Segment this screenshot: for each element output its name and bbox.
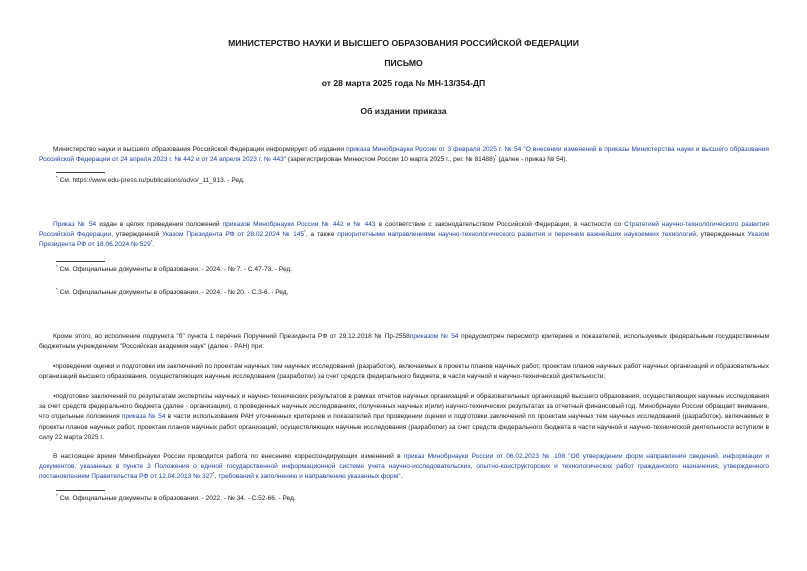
bullet-item (39, 392, 769, 443)
footnote (56, 288, 288, 298)
document-date-number: от 28 марта 2025 года № МН-13/354-ДП (321, 78, 486, 88)
order-108-link[interactable]: приказ Минобрнауки России от 06.02.2023 № 108 "Об утверждении форм направления сведений, информации и документов, указанных в пункте 3 Положения о единой государственной информационной системе учета научно-исследовательских, опытно-конструкторских и технологических работ гражданского назначения, утвержденного постановлением Правительства РФ от 12.04.2013 № 327 (39, 453, 769, 481)
document-subject: Об издании приказа (360, 106, 447, 116)
paragraph-text: проведении оценки и подготовки им заключений по проектам научных тем научных исследований (разработок), включаемых в проекты планов научных работ, проектам планов научных работ научных организаций и образовательных организаций высшего образования, осуществляющих научные исследования (разработки) за счет средств федерального бюджета, в части научной и научно-технической деятельности; (39, 363, 769, 381)
footnote-text: См. Официальные документы в образовании. - 2024. - № 7. - С.47-73. - Ред. (59, 266, 293, 273)
paragraph-text: (далее - приказ № 54). (498, 156, 568, 164)
paragraph-purpose (39, 220, 769, 251)
footnote (56, 265, 292, 275)
footnote-text: См. Официальные документы в образовании. - 2024. - № 20. - С.3-6. - Ред. (59, 289, 289, 296)
footnote-divider (56, 261, 105, 262)
footnote-ref[interactable]: * (150, 239, 153, 245)
paragraph-current-work (39, 452, 769, 483)
paragraph-text: (зарегистрирован Минюстом России 10 марта 2025 г., рег. № 81488) (287, 156, 495, 164)
paragraph-text: В настоящее время Минобрнауки России проводится работа по внесению корреспондирующих изменений в (53, 453, 401, 460)
footnote-ref[interactable]: * (494, 154, 497, 160)
paragraph-text: . (400, 473, 403, 481)
order-54-link[interactable]: Приказ № 54 (53, 221, 97, 228)
footnote-ref[interactable]: * (304, 229, 306, 235)
paragraph-text: в части использования РАН уточненных критериев и показателей при проведении оценки и подготовки заключений по проектам научных тем научных исследований (разработок), включаемых в проекты планов научных работ, проектам планов научных работ организаций, осуществляющих научные исследования (разработки) за счет средств федерального бюджета в части научной и научно-технической деятельности вступили в силу 22 марта 2025 г. (39, 413, 769, 441)
order-108-link-tail[interactable]: , требований к заполнению и направлению указанных форм" (214, 473, 401, 481)
ministry-title: МИНИСТЕРСТВО НАУКИ И ВЫСШЕГО ОБРАЗОВАНИЯ РОССИЙСКОЙ ФЕДЕРАЦИИ (228, 38, 579, 48)
footnote-divider (56, 490, 105, 491)
paragraph-text: предусмотрен пересмотр критериев и показателей, используемых федеральным государственным бюджетным учреждением "Российская академия наук" (далее - РАН) при: (39, 333, 769, 351)
footnote-mark: * (56, 175, 58, 180)
document-type: ПИСЬМО (384, 58, 423, 68)
paragraph-text: издан в целях приведения положений (99, 221, 220, 228)
paragraph-text: в соответствие с законодательством Российской Федерации, в частности со (378, 221, 622, 228)
paragraph-text: подготовке заключений по результатам экспертизы научных и научно-технических результатов в рамках отчетов научных организаций и образовательных организаций высшего образования, осуществляющих научные исследования за счет средств федерального бюджета (далее - организации), о проведенных научных исследованиях, полученных научных и(или) научно-технических результатах за отчетный финансовый год. Минобрнауки России обращает внимание, что отдельные положения (39, 393, 769, 421)
footnote-mark: * (56, 493, 58, 498)
footnote-mark: * (56, 264, 58, 269)
paragraph-text: , утвержденных (695, 231, 745, 239)
bullet-marker: ▪ (53, 393, 56, 400)
paragraph-criteria (39, 332, 769, 352)
paragraph-text: , а также (305, 231, 335, 239)
decree-145-link[interactable]: Указом Президента РФ от 28.02.2024 № 145 (162, 231, 305, 239)
paragraph-text: . (152, 241, 155, 249)
priorities-link[interactable]: приоритетными направлениями научно-технологического развития и перечнем важнейших наукоемких технологий (337, 231, 696, 239)
decree-529-link[interactable]: Указом Президента РФ от 18.06.2024 № 529 (39, 231, 769, 249)
order-54-link[interactable]: приказа Минобрнауки России от 3 февраля 2025 г. № 54 "О внесении изменений в приказы Министерства науки и высшего образования Российской Федерации от 24 апреля 2023 г. № 442 и от 24 апреля 2023 г. № 443" (39, 146, 769, 164)
paragraph-text: Кроме этого, во исполнение подпункта "б" пункта 1 перечня Поручений Президента РФ от 29.12.2018 № Пр-2558 (53, 333, 410, 340)
footnote-ref[interactable]: * (212, 471, 215, 477)
strategy-link[interactable]: Стратегией научно-технологического развития Российской Федерации (39, 221, 769, 239)
footnote-text: См. https://www.edu-press.ru/publications/odvo/_11_913. - Ред. (59, 177, 245, 184)
paragraph-intro (39, 145, 769, 165)
order-54-link[interactable]: приказа № 54 (121, 413, 166, 421)
paragraph-text: Министерство науки и высшего образования Российской Федерации информирует об издании (53, 146, 344, 153)
footnote-divider (56, 172, 105, 173)
footnote-text: См. Официальные документы в образовании. - 2022. - № 34. - С.52-66. - Ред. (59, 495, 296, 502)
order-54-link[interactable]: приказом № 54 (409, 333, 459, 340)
footnote (56, 494, 296, 504)
orders-442-443-link[interactable]: приказов Минобрнауки России № 442 и № 443 (222, 221, 376, 228)
footnote-mark: * (56, 287, 58, 292)
bullet-item (39, 362, 769, 382)
bullet-marker: ▪ (53, 363, 56, 370)
paragraph-text: , утвержденной (111, 231, 160, 239)
footnote (56, 176, 245, 186)
